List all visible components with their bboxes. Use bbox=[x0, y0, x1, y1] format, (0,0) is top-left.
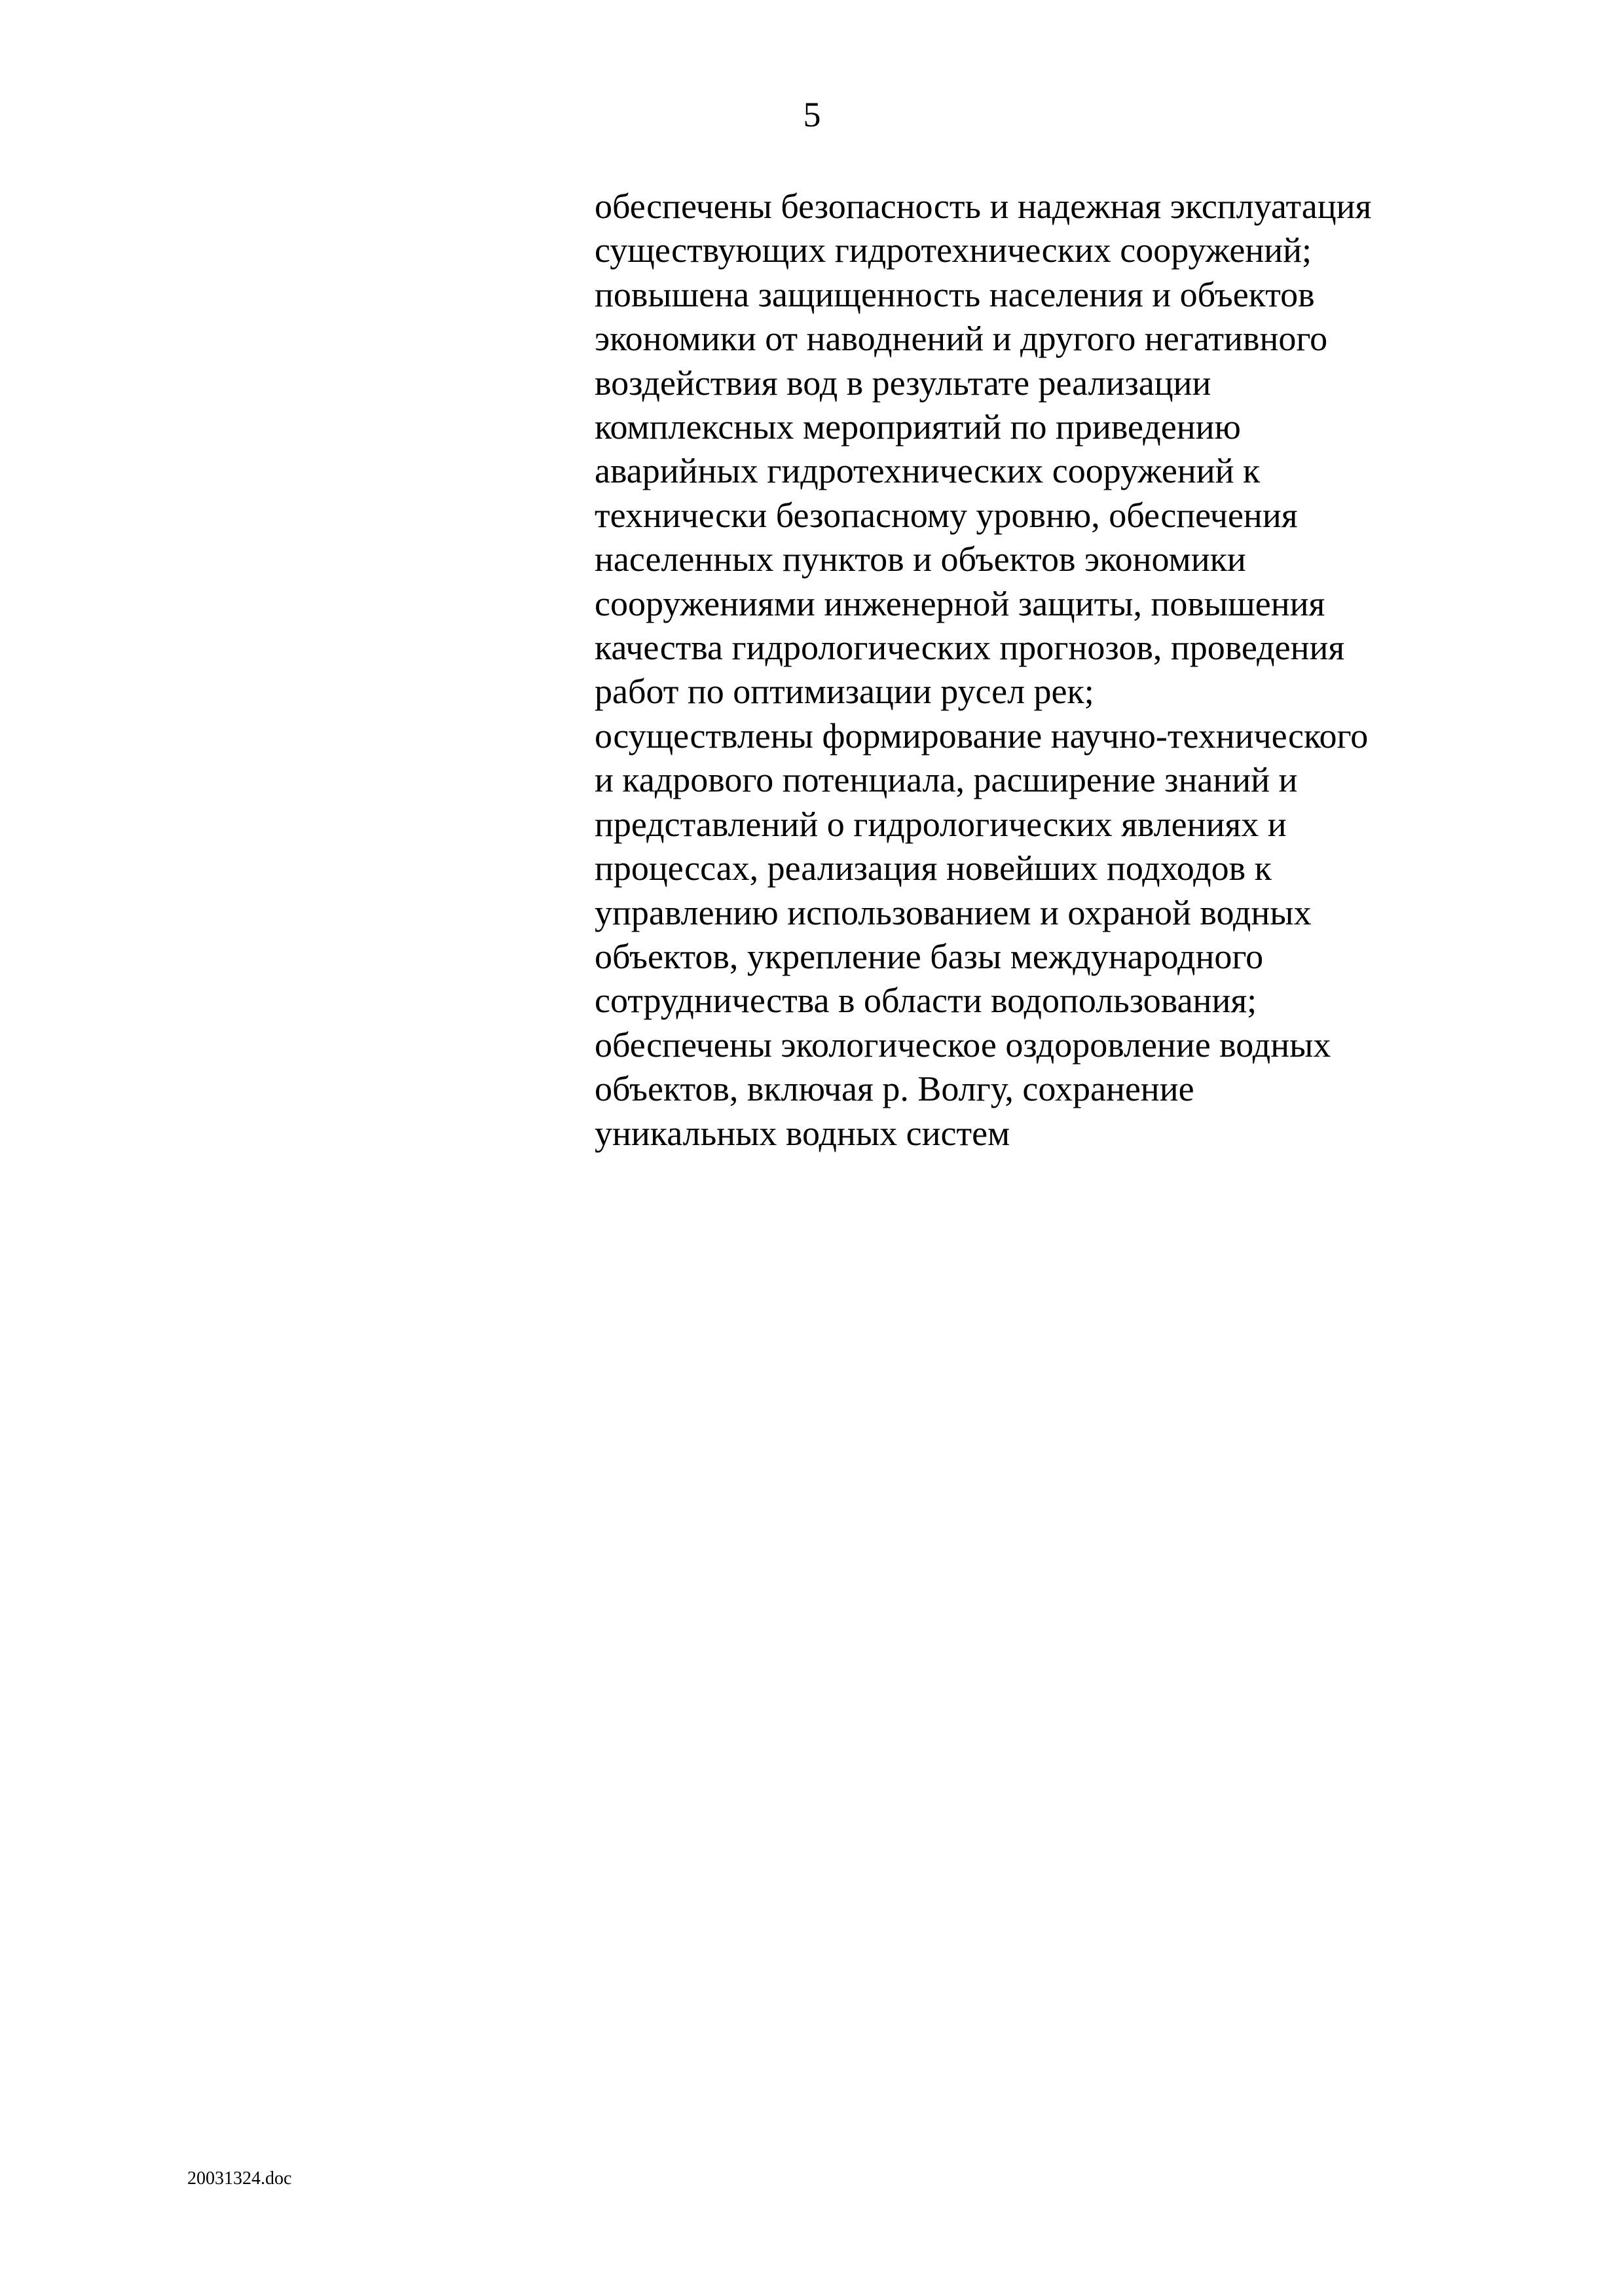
text-line: работ по оптимизации русел рек; bbox=[595, 672, 1094, 712]
text-line: экономики от наводнений и другого негативного bbox=[595, 319, 1328, 359]
text-line: повышена защищенность населения и объектов bbox=[595, 274, 1315, 314]
text-line: существующих гидротехнических сооружений; bbox=[595, 230, 1312, 270]
text-line: качества гидрологических прогнозов, проведения bbox=[595, 628, 1345, 668]
text-line: сотрудничества в области водопользования; bbox=[595, 981, 1257, 1021]
text-line: обеспечены безопасность и надежная эксплуатация bbox=[595, 187, 1372, 226]
text-line: осуществлены формирование научно-технического bbox=[595, 716, 1369, 756]
text-line: сооружениями инженерной защиты, повышения bbox=[595, 583, 1325, 623]
text-line: населенных пунктов и объектов экономики bbox=[595, 539, 1246, 579]
text-line: управлению использованием и охраной водных bbox=[595, 892, 1312, 932]
text-line: аварийных гидротехнических сооружений к bbox=[595, 451, 1261, 491]
text-line: комплексных мероприятий по приведению bbox=[595, 407, 1241, 447]
text-line: представлений о гидрологических явлениях и bbox=[595, 804, 1287, 844]
text-line: уникальных водных систем bbox=[595, 1113, 1010, 1153]
body-text bbox=[595, 185, 1446, 1156]
text-line: процессах, реализация новейших подходов к bbox=[595, 848, 1272, 888]
page-number: 5 bbox=[803, 95, 821, 134]
text-line: технически безопасному уровню, обеспечения bbox=[595, 495, 1298, 535]
text-line: и кадрового потенциала, расширение знаний и bbox=[595, 760, 1298, 800]
text-line: объектов, включая р. Волгу, сохранение bbox=[595, 1069, 1194, 1109]
text-line: воздействия вод в результате реализации bbox=[595, 363, 1211, 403]
text-line: объектов, укрепление базы международного bbox=[595, 936, 1264, 976]
text-line: обеспечены экологическое оздоровление водных bbox=[595, 1025, 1331, 1065]
footer-filename: 20031324.doc bbox=[187, 2168, 292, 2189]
